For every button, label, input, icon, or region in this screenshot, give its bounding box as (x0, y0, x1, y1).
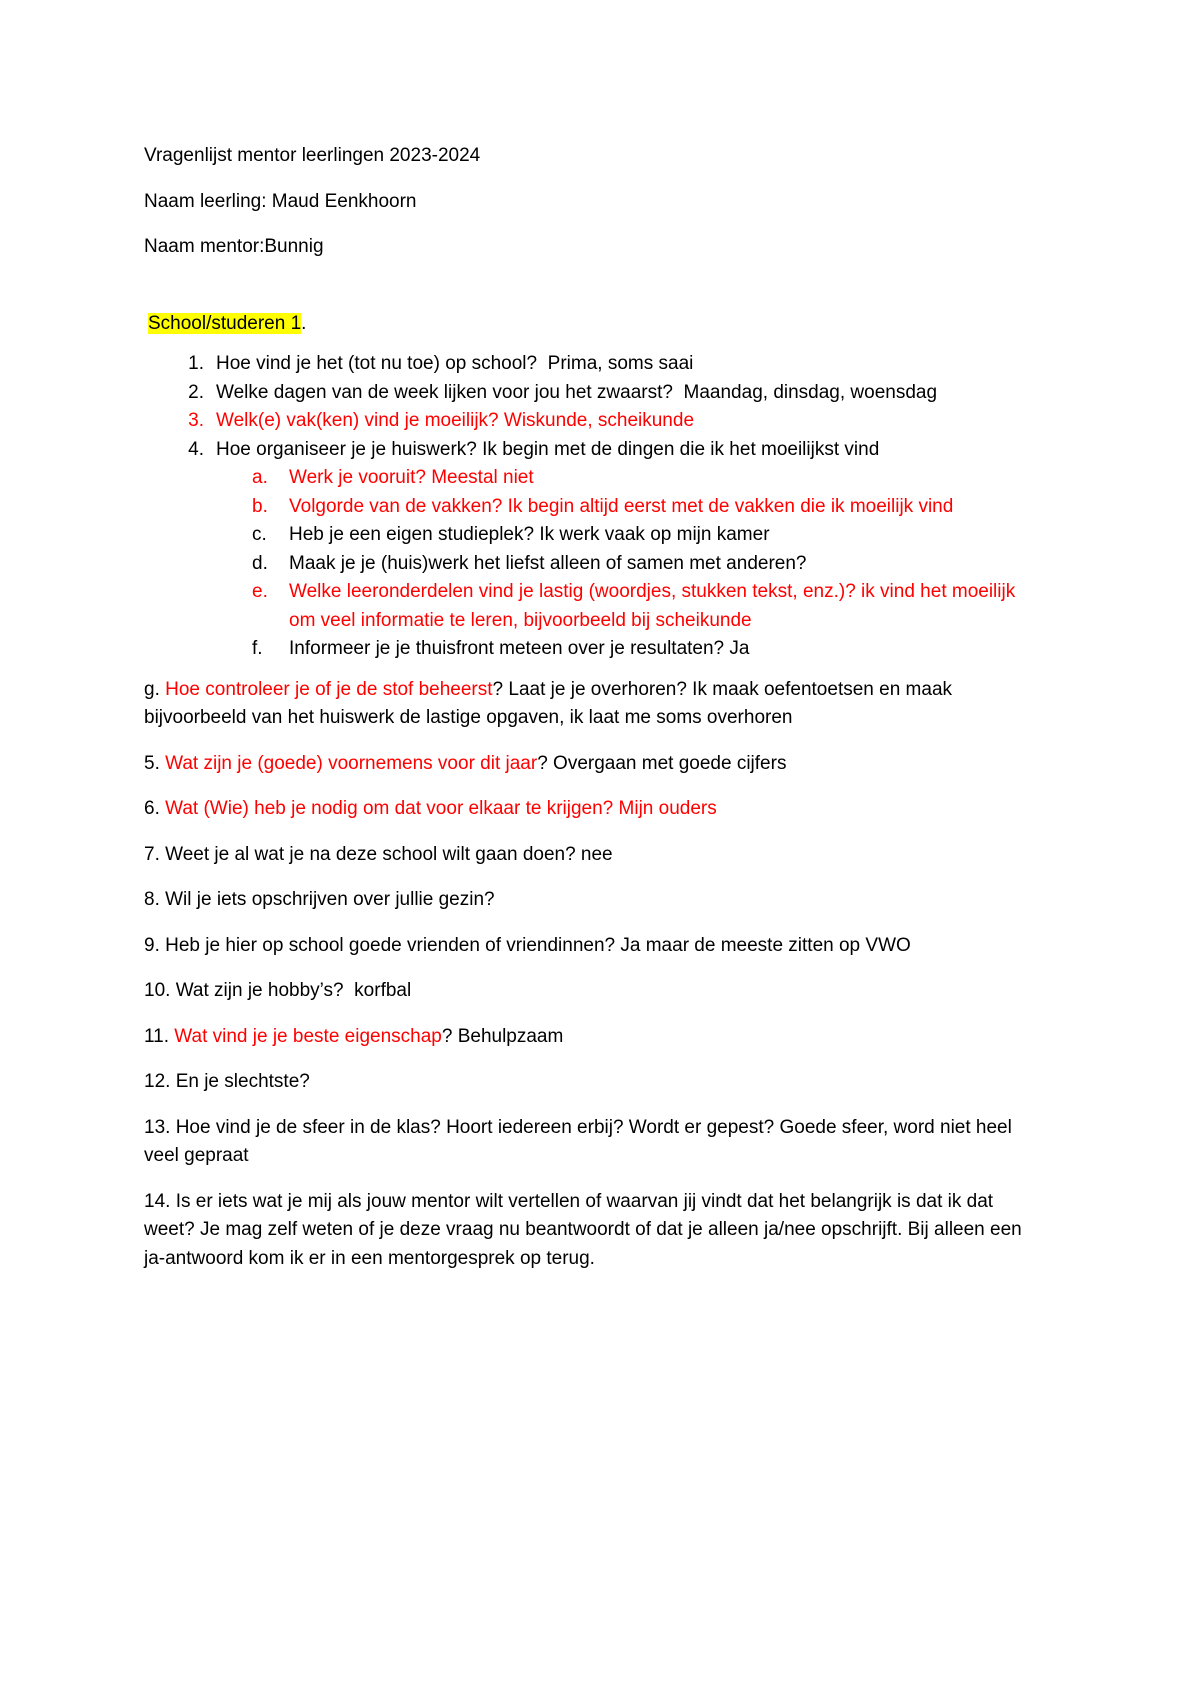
question-prefix: 7. (144, 843, 166, 865)
list-item (144, 550, 1044, 579)
list-item (144, 521, 1044, 550)
question-text: Hoe vind je het (tot nu toe) op school? (216, 353, 538, 374)
question-text: Wat vind je je beste eigenschap (174, 1025, 442, 1047)
question-prefix: 5. (144, 752, 166, 774)
question-text: Welke dagen van de week lijken voor jou het zwaarst? (216, 381, 673, 403)
question-text: Hoe controleer je of je de stof beheerst (165, 678, 493, 700)
list-number: 1. (188, 353, 204, 374)
question-prefix: 9. (144, 934, 166, 956)
question-text: Welk(e) vak(ken) vind je moeilijk? (216, 410, 499, 431)
sub-question-text: Volgorde van de vakken? Ik begin altijd eerst met de vakken die ik moeilijk vind (289, 495, 954, 517)
list-item (144, 578, 1044, 635)
question-11 (144, 1023, 1044, 1052)
question-text: Heb je hier op school goede vrienden of vriendinnen? Ja maar de meeste zitten op VWO (165, 934, 911, 956)
question-5 (144, 750, 1044, 779)
document-title: Vragenlijst mentor leerlingen 2023-2024 (144, 145, 481, 166)
answer-text: Maandag, dinsdag, woensdag (672, 381, 938, 403)
list-letter: e. (252, 581, 268, 602)
question-prefix: 11. (144, 1025, 175, 1047)
question-text: Is er iets wat je mij als jouw mentor wilt vertellen of waarvan jij vindt dat het belangrijk is dat ik dat weet? Je mag zelf weten of je deze vraag nu beantwoordt of dat je alleen ja/nee opschrijft. Bij alleen een ja-antwoord kom ik er in een mentorgesprek op terug. (144, 1190, 1022, 1269)
sub-question-list (144, 464, 1044, 664)
sub-question-text: Welke leeronderdelen vind je lastig (woordjes, stukken tekst, enz.)? ik vind het moeilijk om veel informatie te leren, bijvoorbeeld bij scheikunde (289, 581, 1016, 631)
list-number: 2. (188, 381, 204, 403)
question-text: Wat (Wie) heb je nodig om dat voor elkaar te krijgen? Mijn ouders (165, 798, 717, 819)
question-7 (144, 841, 1044, 870)
sub-question-text: Werk je vooruit? Meestal niet (289, 467, 534, 488)
answer-text: Ik begin met de dingen die ik het moeilijkst vind (476, 438, 880, 460)
answer-text: Wiskunde, scheikunde (498, 410, 695, 431)
question-10: 10. Wat zijn je hobby’s? korfbal (144, 980, 412, 1001)
section-label-suffix: . (301, 312, 307, 334)
list-item (144, 464, 1044, 493)
document-body (144, 142, 1044, 1273)
sub-question-text: Maak je je (huis)werk het liefst alleen of samen met anderen? (289, 552, 807, 574)
question-text: Weet je al wat je na deze school wilt gaan doen? nee (165, 843, 613, 865)
answer-text: ? Laat je je overhoren? Ik maak oefentoetsen en maak bijvoorbeeld van het huiswerk de lastige opgaven, ik laat me soms overhoren (144, 678, 953, 728)
section-heading (148, 310, 1044, 339)
question-9 (144, 932, 1044, 961)
question-text: Wil je iets opschrijven over jullie gezin? (165, 889, 495, 910)
list-letter: d. (252, 552, 268, 574)
list-number: 4. (188, 438, 204, 460)
list-item (144, 493, 1044, 522)
numbered-question-list (144, 350, 1044, 464)
question-text: Hoe organiseer je je huiswerk? (216, 438, 477, 460)
mentor-name-line: Naam mentor:Bunnig (144, 236, 324, 257)
question-prefix: 6. (144, 798, 166, 819)
answer-text: ? Behulpzaam (441, 1025, 564, 1047)
question-text: Wat zijn je (goede) voornemens voor dit jaar (165, 752, 538, 774)
list-letter: a. (252, 467, 268, 488)
list-item (144, 407, 1044, 436)
sub-question-text: Informeer je je thuisfront meteen over je resultaten? Ja (289, 638, 750, 659)
list-item (144, 379, 1044, 408)
section-label-highlighted: School/studeren 1 (148, 312, 302, 334)
list-letter: c. (252, 524, 267, 545)
question-6 (144, 795, 1044, 824)
list-item (144, 436, 1044, 465)
question-prefix: 8. (144, 889, 166, 910)
question-13 (144, 1114, 1044, 1171)
question-g (144, 676, 1044, 733)
student-name-line: Naam leerling: Maud Eenkhoorn (144, 190, 417, 212)
list-item (144, 350, 1044, 379)
question-8 (144, 886, 1044, 915)
list-number: 3. (188, 410, 204, 431)
question-14 (144, 1188, 1044, 1274)
question-prefix: g. (144, 678, 166, 700)
question-text: Hoe vind je de sfeer in de klas? Hoort iedereen erbij? Wordt er gepest? Goede sfeer, word niet heel veel gepraat (144, 1116, 1012, 1166)
answer-text: ? Overgaan met goede cijfers (537, 752, 787, 774)
question-12: 12. En je slechtste? (144, 1071, 310, 1092)
list-letter: b. (252, 495, 268, 517)
question-prefix: 14. (144, 1190, 176, 1212)
question-prefix: 13. (144, 1116, 176, 1138)
sub-question-text: Heb je een eigen studieplek? Ik werk vaak op mijn kamer (289, 524, 770, 545)
list-item (144, 635, 1044, 664)
answer-text: Prima, soms saai (537, 353, 694, 374)
list-letter: f. (252, 638, 263, 659)
